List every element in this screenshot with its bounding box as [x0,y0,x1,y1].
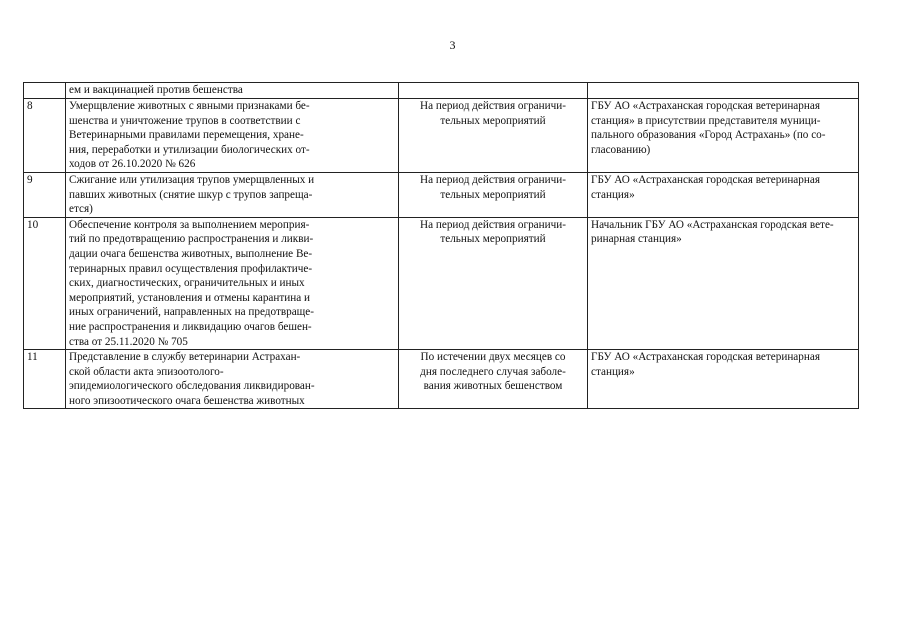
term-cell: На период действия ограничи- тельных мероприятий [399,217,588,349]
responsible-cell: ГБУ АО «Астраханская городская ветеринарная станция» в присутствии представителя муници- пального образования «Город Астрахань» (по со- гласованию) [588,99,859,173]
action-cell: ем и вакцинацией против бешенства [66,83,399,99]
page-number: 3 [449,38,456,52]
measures-table [23,82,859,409]
responsible-cell: Начальник ГБУ АО «Астраханская городская вете- ринарная станция» [588,217,859,349]
table-row [24,350,859,409]
action-cell: Сжигание или утилизация трупов умерщвленных и павших животных (снятие шкур с трупов запреща- ется) [66,172,399,217]
term-cell: На период действия ограничи- тельных мероприятий [399,172,588,217]
row-number: 11 [24,350,66,409]
row-number [24,83,66,99]
responsible-cell: ГБУ АО «Астраханская городская ветеринарная станция» [588,350,859,409]
term-cell [399,83,588,99]
responsible-cell: ГБУ АО «Астраханская городская ветеринарная станция» [588,172,859,217]
table-row [24,99,859,173]
row-number: 9 [24,172,66,217]
action-cell: Умерщвление животных с явными признаками бе- шенства и уничтожение трупов в соответствии с Ветеринарными правилами перемещения, хране- ния, переработки и утилизации биологических от- ходов от 26.10.2020 № 626 [66,99,399,173]
action-cell: Обеспечение контроля за выполнением мероприя- тий по предотвращению распространения и ликви- дации очага бешенства животных, выполнение Ве- теринарных правил осуществления профилактиче- ских, диагностических, ограничительных и иных мероприятий, установления и отмены карантина и иных ограничений, направленных на предотвраще- ние распространения и ликвидацию очагов бешен- ства от 25.11.2020 № 705 [66,217,399,349]
responsible-cell [588,83,859,99]
row-number: 10 [24,217,66,349]
table-row [24,217,859,349]
table-row [24,172,859,217]
term-cell: По истечении двух месяцев со дня последнего случая заболе- вания животных бешенством [399,350,588,409]
table-row [24,83,859,99]
row-number: 8 [24,99,66,173]
action-cell: Представление в службу ветеринарии Астрахан- ской области акта эпизоотолого- эпидемиологического обследования ликвидирован- ного эпизоотического очага бешенства животных [66,350,399,409]
term-cell: На период действия ограничи- тельных мероприятий [399,99,588,173]
